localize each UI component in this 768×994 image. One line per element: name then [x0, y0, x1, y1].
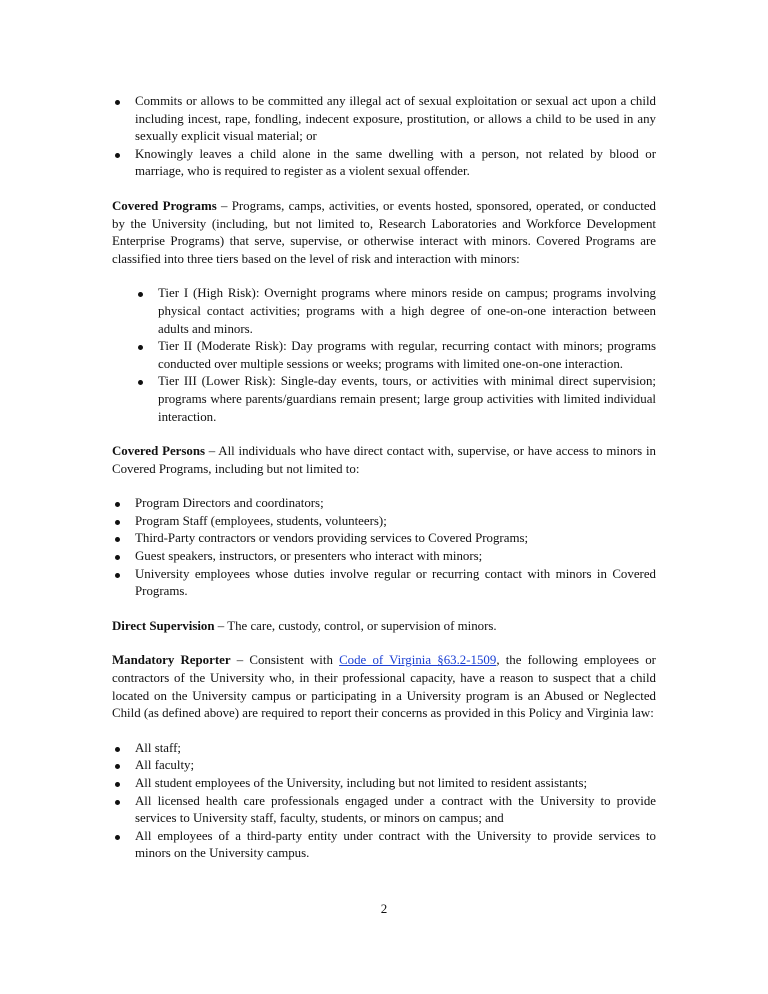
list-item: All student employees of the University, including but not limited to resident assistants;	[112, 775, 656, 793]
definition-text: – The care, custody, control, or supervision of minors.	[214, 618, 497, 633]
program-tiers-list	[112, 285, 656, 426]
definition-term: Direct Supervision	[112, 618, 215, 633]
list-item: Program Staff (employees, students, volunteers);	[112, 513, 656, 531]
list-item: All employees of a third-party entity under contract with the University to provide services to minors on the University campus.	[112, 828, 656, 863]
mandatory-reporter-definition	[112, 652, 656, 722]
list-item: Guest speakers, instructors, or presenters who interact with minors;	[112, 548, 656, 566]
list-item: University employees whose duties involve regular or recurring contact with minors in Covered Programs.	[112, 566, 656, 601]
tier-item: Tier I (High Risk): Overnight programs where minors reside on campus; programs involving physical contact activities; programs with a high degree of one-on-one interaction between adults and minors.	[112, 285, 656, 338]
page-number: 2	[380, 901, 388, 916]
tier-item: Tier II (Moderate Risk): Day programs with regular, recurring contact with minors; programs conducted over multiple sessions or weeks; programs with limited one-on-one interaction.	[112, 338, 656, 373]
covered-persons-list	[112, 495, 656, 601]
tier-item: Tier III (Lower Risk): Single-day events, tours, or activities with minimal direct supervision; programs where parents/guardians remain present; large group activities with limited individual interaction.	[112, 373, 656, 426]
definition-text: , the following employees or contractors of the University who, in their professional capacity, have a reason to suspect that a child located on the University campus or participating in a University program is an Abused or Neglected Child (as defined above) are required to report their concerns as provided in this Policy and Virginia law:	[112, 653, 656, 721]
mandatory-reporters-list	[112, 740, 656, 863]
covered-programs-definition	[112, 198, 656, 268]
list-item: Third-Party contractors or vendors providing services to Covered Programs;	[112, 530, 656, 548]
definition-term: Mandatory Reporter	[112, 653, 231, 668]
list-item: All licensed health care professionals engaged under a contract with the University to provide services to University staff, faculty, students, or minors on campus; and	[112, 793, 656, 828]
definition-text: – Programs, camps, activities, or events hosted, sponsored, operated, or conducted by the University (including, but not limited to, Research Laboratories and Workforce Development Enterprise Programs) that serve, supervise, or otherwise interact with minors. Covered Programs are classified into three tiers based on the level of risk and interaction with minors:	[112, 198, 656, 266]
list-item: Program Directors and coordinators;	[112, 495, 656, 513]
list-item: All staff;	[112, 740, 656, 758]
definition-text: – All individuals who have direct contact with, supervise, or have access to minors in Covered Programs, including but not limited to:	[112, 444, 656, 476]
definition-term: Covered Persons	[112, 444, 206, 459]
covered-persons-definition	[112, 443, 656, 478]
list-item: Commits or allows to be committed any illegal act of sexual exploitation or sexual act upon a child including incest, rape, fondling, indecent exposure, prostitution, or allows a child to be used in any sexually explicit visual material; or	[112, 93, 656, 146]
direct-supervision-definition	[112, 618, 656, 636]
abuse-conditions-list	[112, 93, 656, 181]
code-of-virginia-link[interactable]: Code of Virginia §63.2-1509	[339, 653, 497, 668]
list-item: Knowingly leaves a child alone in the same dwelling with a person, not related by blood or marriage, who is required to register as a violent sexual offender.	[112, 146, 656, 181]
list-item: All faculty;	[112, 757, 656, 775]
definition-text: – Consistent with	[230, 653, 340, 668]
document-page	[112, 93, 656, 863]
definition-term: Covered Programs	[112, 198, 217, 213]
